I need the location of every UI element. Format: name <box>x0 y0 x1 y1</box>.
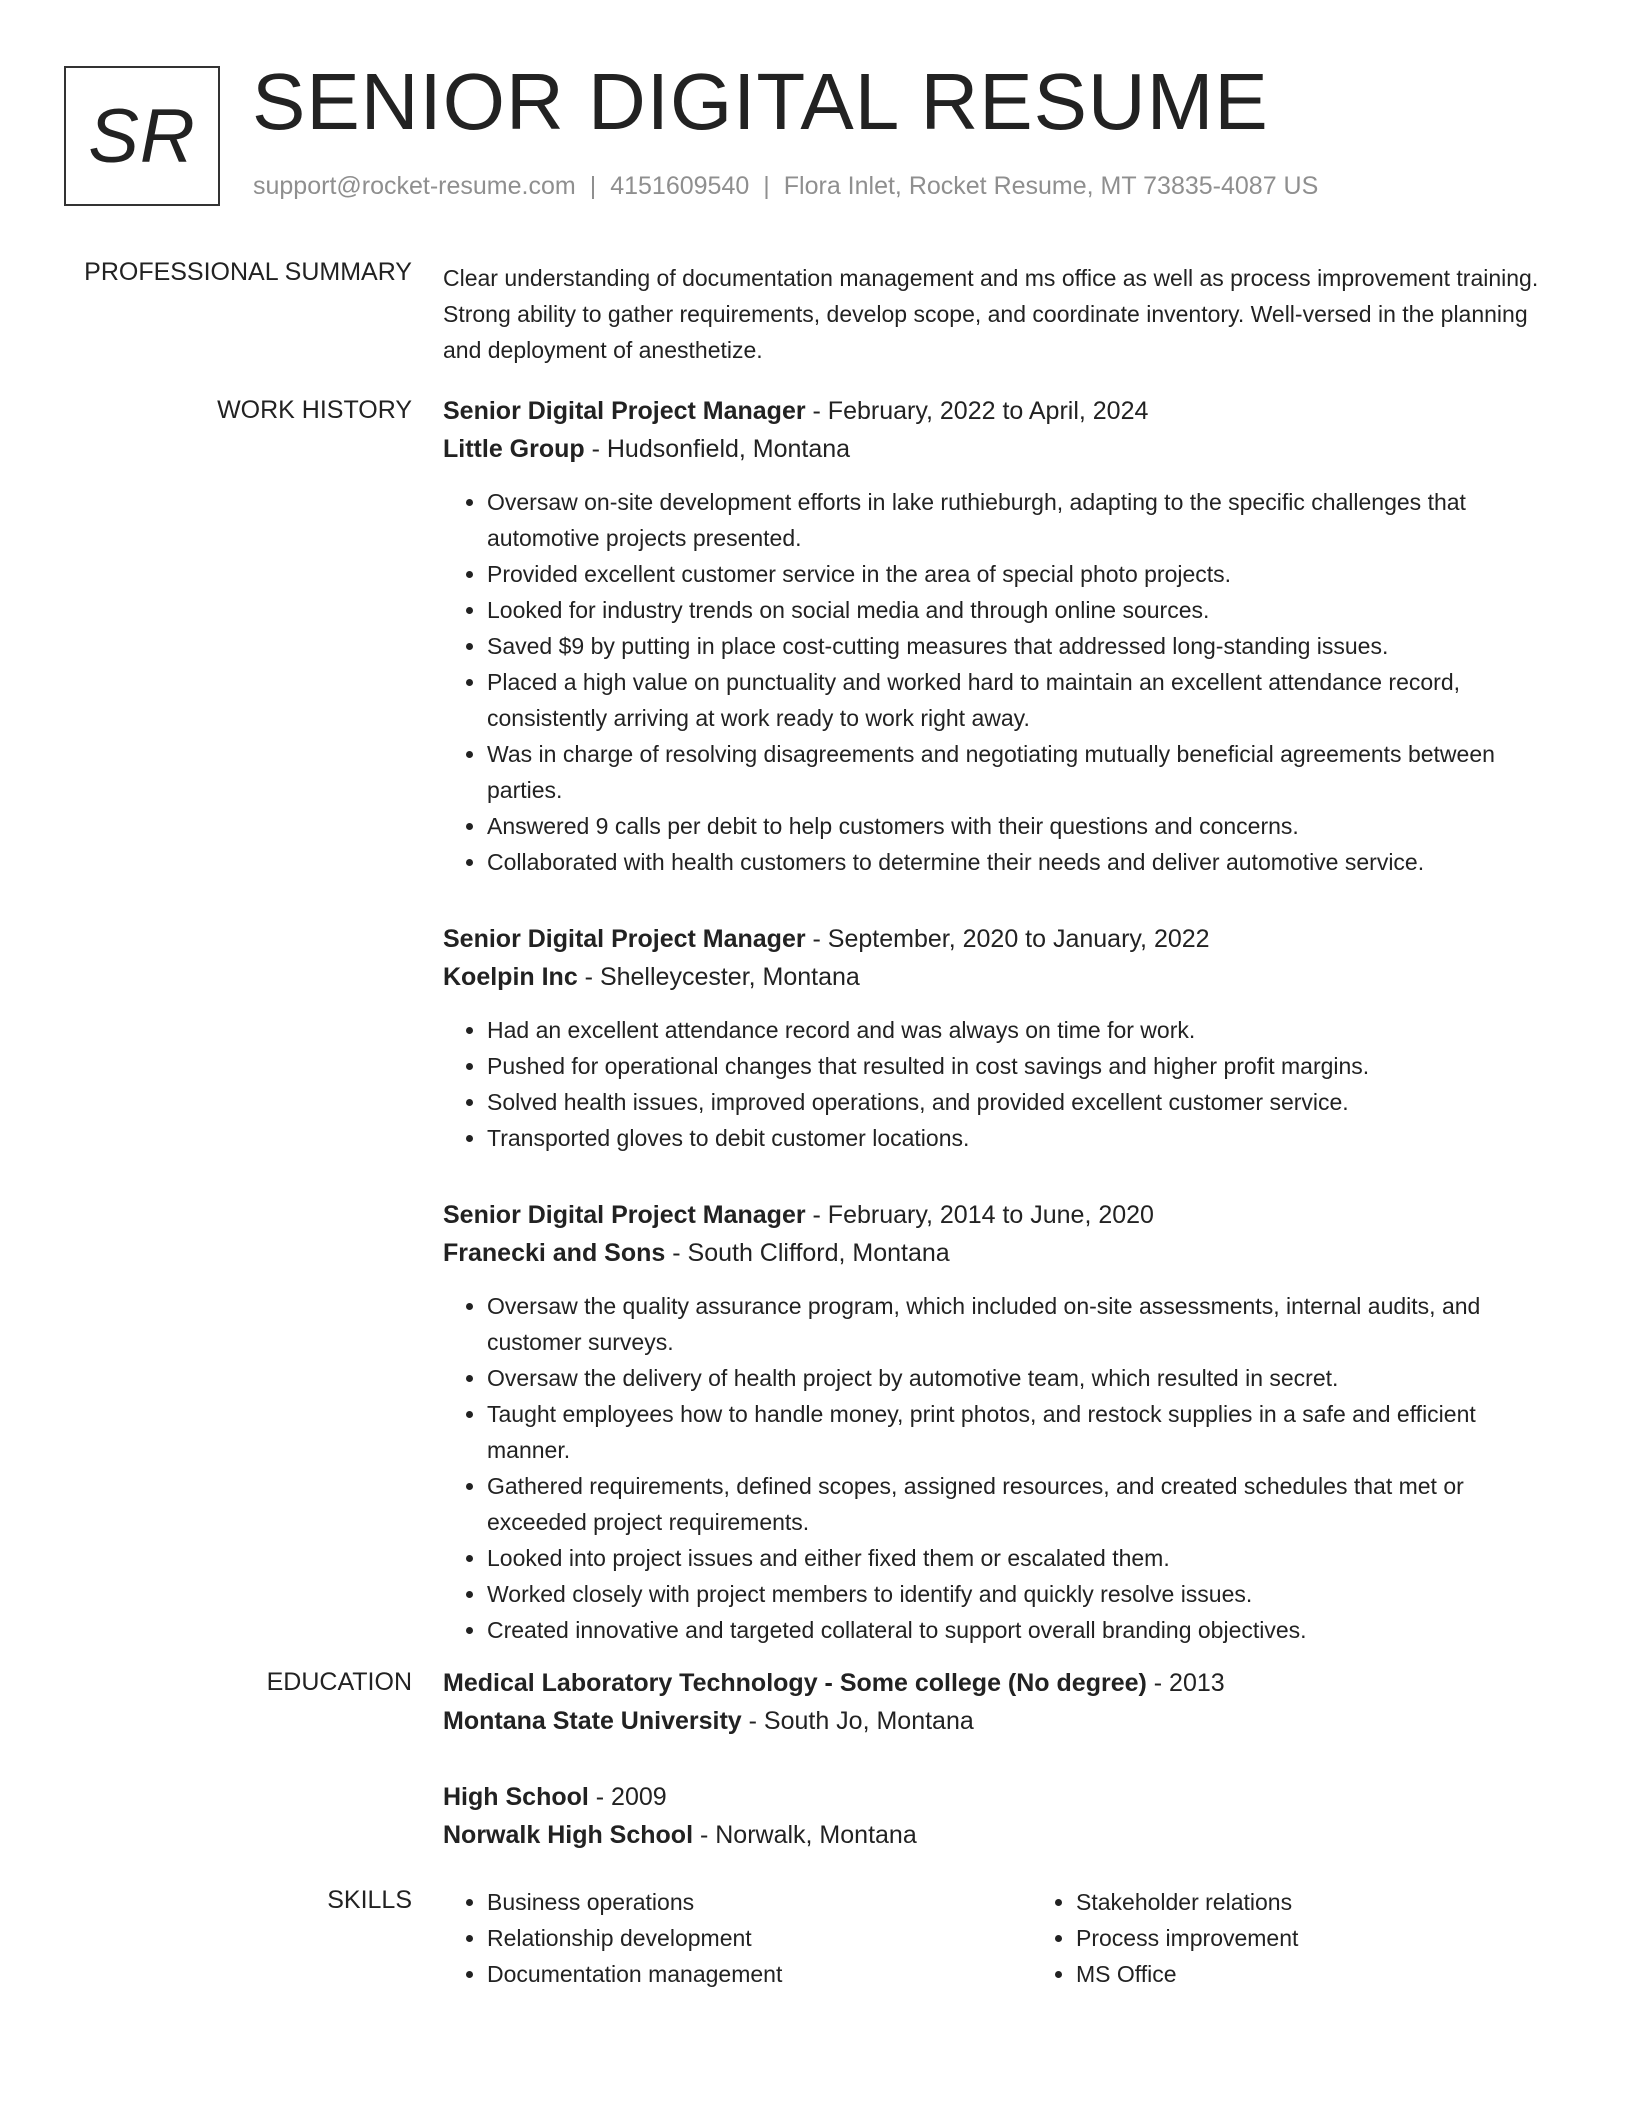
contact-line <box>253 172 1318 201</box>
contact-address: Flora Inlet, Rocket Resume, MT 73835-4087 US <box>783 172 1319 200</box>
job-title: Senior Digital Project Manager <box>443 925 806 953</box>
skill-item: • Documentation management <box>487 1956 1032 1992</box>
job-bullet: • Was in charge of resolving disagreements and negotiating mutually beneficial agreements between parties. <box>487 736 1563 808</box>
education-degree-line <box>443 1664 1563 1702</box>
education-entry <box>443 1778 1563 1854</box>
job-bullets <box>443 1288 1563 1648</box>
education-year: - 2009 <box>588 1783 667 1811</box>
job-title: Senior Digital Project Manager <box>443 397 806 425</box>
job-title-line <box>443 1196 1563 1234</box>
education-degree-line <box>443 1778 1563 1816</box>
job-company-line <box>443 1234 1563 1272</box>
education-year: - 2013 <box>1146 1669 1225 1697</box>
job-bullet: • Looked into project issues and either fixed them or escalated them. <box>487 1540 1563 1576</box>
skill-item: • Business operations <box>487 1884 1032 1920</box>
education-entry <box>443 1664 1563 1740</box>
job-title: Senior Digital Project Manager <box>443 1201 806 1229</box>
skill-item: • Process improvement <box>1076 1920 1298 1956</box>
job-bullet: • Saved $9 by putting in place cost-cutting measures that addressed long-standing issues. <box>487 628 1563 664</box>
job-bullet: • Oversaw on-site development efforts in lake ruthieburgh, adapting to the specific challenges that automotive projects presented. <box>487 484 1563 556</box>
job-entry <box>443 1196 1563 1648</box>
section-label-work-history: WORK HISTORY <box>217 396 412 424</box>
job-bullet: • Pushed for operational changes that resulted in cost savings and higher profit margins. <box>487 1048 1563 1084</box>
job-entry <box>443 392 1563 880</box>
job-company: Koelpin Inc <box>443 963 578 991</box>
job-bullets <box>443 1012 1563 1156</box>
job-bullet: • Solved health issues, improved operations, and provided excellent customer service. <box>487 1084 1563 1120</box>
section-label-skills: SKILLS <box>327 1886 412 1914</box>
section-label-education: EDUCATION <box>266 1668 412 1696</box>
skills-columns <box>443 1884 1563 1992</box>
job-company-line <box>443 430 1563 468</box>
job-bullet: • Created innovative and targeted collateral to support overall branding objectives. <box>487 1612 1563 1648</box>
job-bullet: • Answered 9 calls per debit to help customers with their questions and concerns. <box>487 808 1563 844</box>
job-dates: - February, 2014 to June, 2020 <box>805 1201 1154 1229</box>
job-title-line <box>443 392 1563 430</box>
job-bullet: • Transported gloves to debit customer locations. <box>487 1120 1563 1156</box>
education-degree: High School <box>443 1783 589 1811</box>
contact-email: support@rocket-resume.com <box>253 172 576 200</box>
education-school-line <box>443 1702 1563 1740</box>
skill-item: • Relationship development <box>487 1920 1032 1956</box>
skill-item: • MS Office <box>1076 1956 1298 1992</box>
job-location: - Hudsonfield, Montana <box>584 435 851 463</box>
job-bullet: • Taught employees how to handle money, print photos, and restock supplies in a safe and efficient manner. <box>487 1396 1563 1468</box>
job-title-line <box>443 920 1563 958</box>
job-dates: - February, 2022 to April, 2024 <box>805 397 1149 425</box>
education-school-line <box>443 1816 1563 1854</box>
job-bullet: • Provided excellent customer service in the area of special photo projects. <box>487 556 1563 592</box>
job-location: - Shelleycester, Montana <box>577 963 860 991</box>
job-bullet: • Collaborated with health customers to determine their needs and deliver automotive service. <box>487 844 1563 880</box>
job-entry <box>443 920 1563 1156</box>
contact-separator: | <box>763 172 770 200</box>
job-bullet: • Placed a high value on punctuality and worked hard to maintain an excellent attendance record, consistently arriving at work ready to work right away. <box>487 664 1563 736</box>
contact-separator: | <box>589 172 597 200</box>
job-bullet: • Oversaw the delivery of health project by automotive team, which resulted in secret. <box>487 1360 1563 1396</box>
job-bullet: • Looked for industry trends on social media and through online sources. <box>487 592 1563 628</box>
job-dates: - September, 2020 to January, 2022 <box>805 925 1210 953</box>
job-bullet: • Had an excellent attendance record and was always on time for work. <box>487 1012 1563 1048</box>
contact-phone: 4151609540 <box>610 172 750 200</box>
education-school: Norwalk High School <box>443 1821 694 1849</box>
resume-title: SENIOR DIGITAL RESUME <box>252 57 1269 146</box>
job-bullets <box>443 484 1563 880</box>
job-bullet: • Worked closely with project members to identify and quickly resolve issues. <box>487 1576 1563 1612</box>
skills-list <box>1032 1884 1298 1992</box>
monogram-badge: SR <box>64 66 220 206</box>
skill-item: • Stakeholder relations <box>1076 1884 1298 1920</box>
job-company: Franecki and Sons <box>443 1239 666 1267</box>
job-location: - South Clifford, Montana <box>665 1239 950 1267</box>
education-school: Montana State University <box>443 1707 742 1735</box>
education-degree: Medical Laboratory Technology - Some college (No degree) <box>443 1669 1147 1697</box>
job-bullet: • Oversaw the quality assurance program, which included on-site assessments, internal audits, and customer surveys. <box>487 1288 1563 1360</box>
education-location: - Norwalk, Montana <box>693 1821 917 1849</box>
job-company: Little Group <box>443 435 585 463</box>
section-label-summary: PROFESSIONAL SUMMARY <box>84 258 412 286</box>
job-bullet: • Gathered requirements, defined scopes, assigned resources, and created schedules that met or exceeded project requirements. <box>487 1468 1563 1540</box>
summary-text: Clear understanding of documentation management and ms office as well as process improvement training. Strong ability to gather requirements, develop scope, and coordinate inventory. Well-versed in the planning and deployment of anesthetize. <box>443 265 1539 363</box>
job-company-line <box>443 958 1563 996</box>
education-location: - South Jo, Montana <box>741 1707 974 1735</box>
skills-list <box>443 1884 1032 1992</box>
